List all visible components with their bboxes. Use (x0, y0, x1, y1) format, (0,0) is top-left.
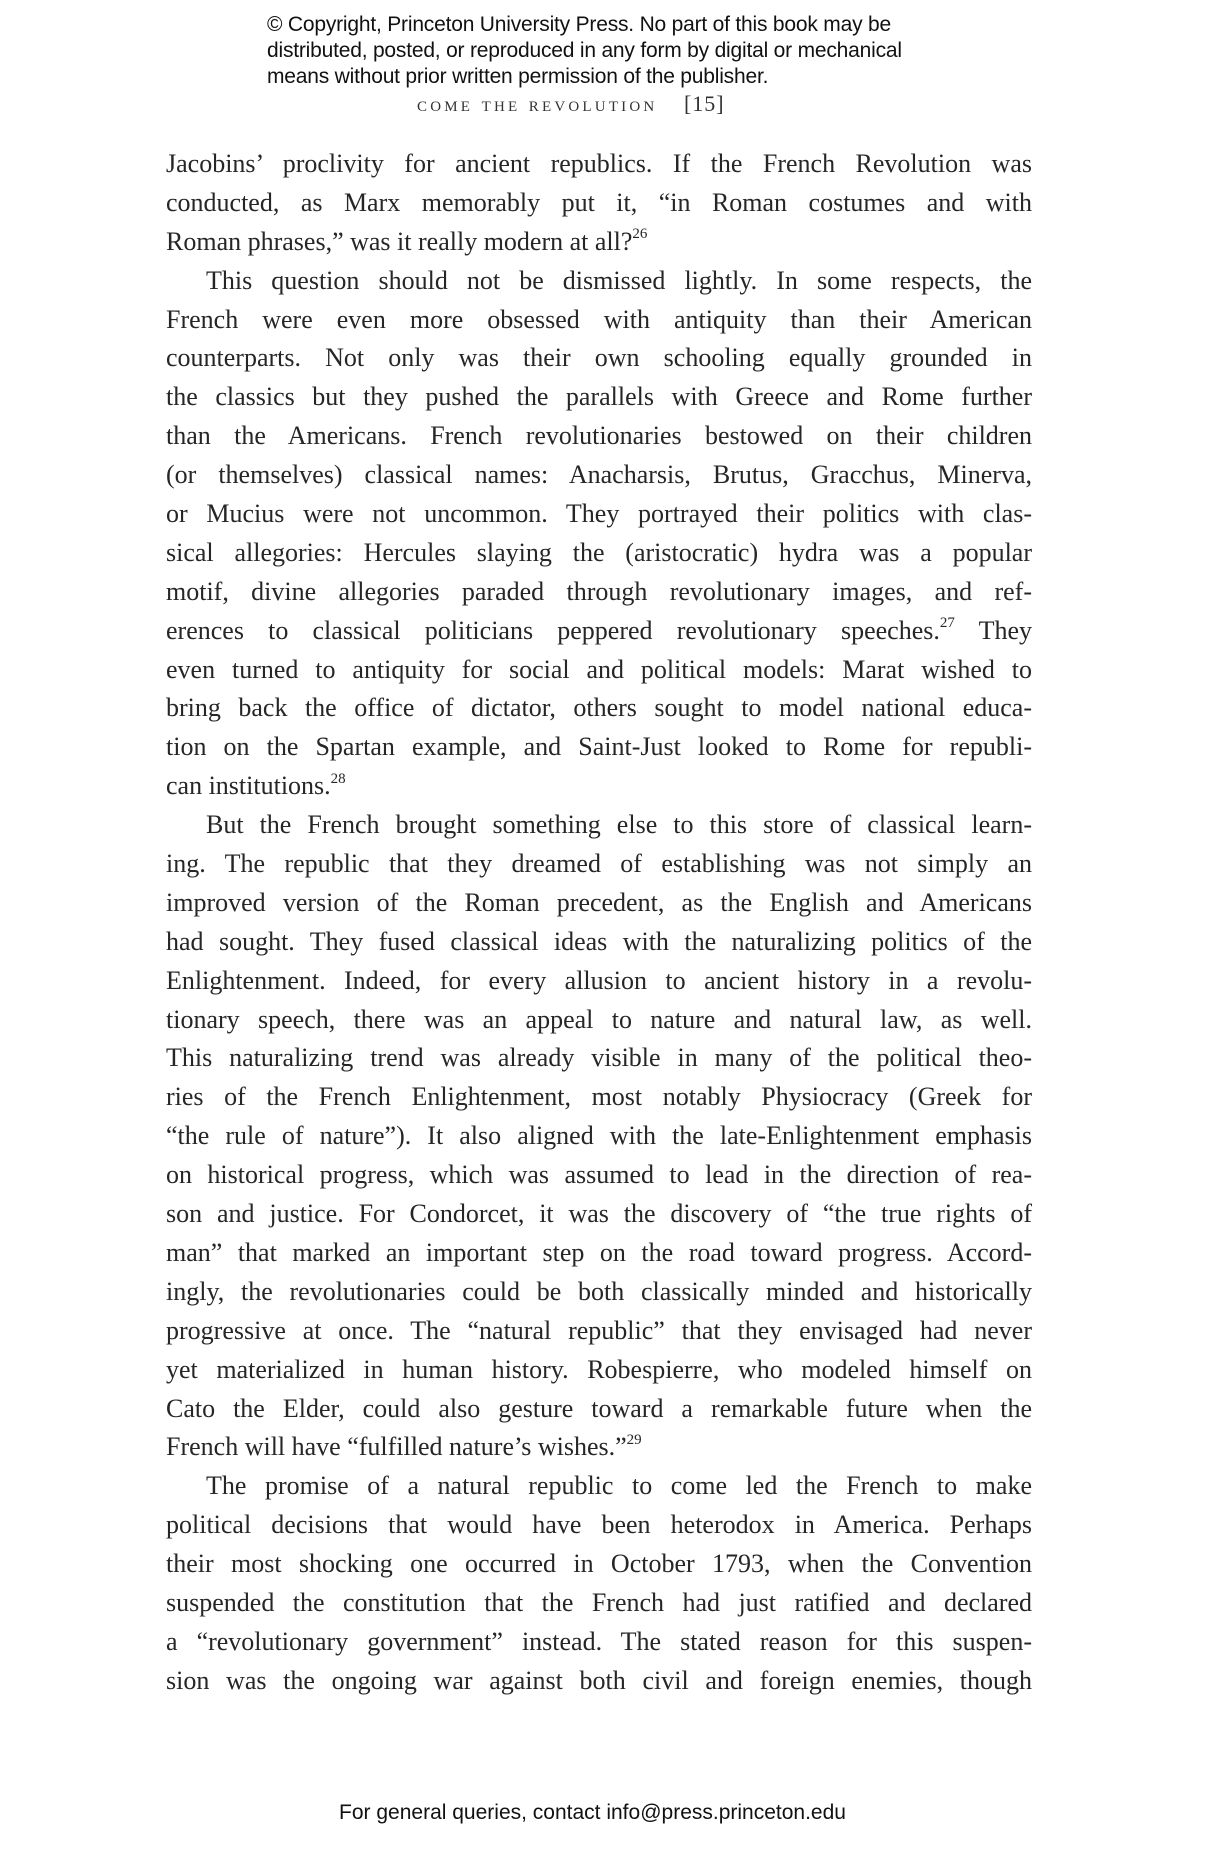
text-line (166, 728, 1032, 767)
text-line (166, 1390, 1032, 1429)
text-line (166, 495, 1032, 534)
text-line (166, 1623, 1032, 1662)
text-line (166, 612, 1032, 651)
text-line (166, 1156, 1032, 1195)
line-text: the classics but they pushed the parallels with Greece and Rome further (166, 382, 1032, 412)
text-line (166, 767, 1032, 806)
line-text: ingly, the revolutionaries could be both classically minded and historically (166, 1276, 1032, 1306)
text-line (166, 689, 1032, 728)
text-line (166, 845, 1032, 884)
paragraph (166, 262, 1032, 806)
line-text: ing. The republic that they dreamed of establishing was not simply an (166, 849, 1032, 879)
paragraph (166, 145, 1032, 262)
footnote-reference: 29 (626, 1431, 642, 1448)
text-line (166, 378, 1032, 417)
line-text: sical allegories: Hercules slaying the (aristocratic) hydra was a popular (166, 537, 1032, 567)
text-line (166, 884, 1032, 923)
line-text: “the rule of nature”). It also aligned with the late-Enlightenment emphasis (166, 1121, 1032, 1151)
text-line (166, 1273, 1032, 1312)
copyright-line: © Copyright, Princeton University Press. No part of this book may be (267, 13, 891, 36)
text-line (166, 534, 1032, 573)
text-line (166, 262, 1032, 301)
line-text: The promise of a natural republic to come led the French to make (206, 1471, 1032, 1501)
text-line (166, 184, 1032, 223)
line-text: on historical progress, which was assumed to lead in the direction of rea- (166, 1160, 1032, 1190)
line-text: This naturalizing trend was already visible in many of the political theo- (166, 1043, 1032, 1073)
copyright-notice (267, 12, 987, 90)
text-line (166, 1312, 1032, 1351)
footnote-reference: 27 (939, 615, 955, 632)
copyright-line: means without prior written permission of the publisher. (267, 65, 769, 88)
line-text: This question should not be dismissed lightly. In some respects, the (206, 265, 1032, 295)
line-text: counterparts. Not only was their own schooling equally grounded in (166, 343, 1032, 373)
text-line (166, 1351, 1032, 1390)
paragraph (166, 806, 1032, 1467)
text-line (166, 301, 1032, 340)
footnote-reference: 26 (632, 226, 648, 243)
line-text: political decisions that would have been heterodox in America. Perhaps (166, 1510, 1032, 1540)
line-text: ries of the French Enlightenment, most notably Physiocracy (Greek for (166, 1082, 1032, 1112)
line-text: (or themselves) classical names: Anacharsis, Brutus, Gracchus, Minerva, (166, 460, 1032, 490)
line-text: conducted, as Marx memorably put it, “in Roman costumes and with (166, 187, 1032, 217)
footer-contact: For general queries, contact info@press.princeton.edu (339, 1801, 846, 1824)
text-line (166, 339, 1032, 378)
page-number: [15] (683, 91, 725, 116)
text-line (166, 923, 1032, 962)
line-text: a “revolutionary government” instead. The stated reason for this suspen- (166, 1626, 1032, 1656)
text-line (166, 1234, 1032, 1273)
text-line (166, 1195, 1032, 1234)
line-text: motif, divine allegories paraded through revolutionary images, and ref- (166, 576, 1032, 606)
line-text: bring back the office of dictator, others sought to model national educa- (166, 693, 1032, 723)
line-text: erences to classical politicians peppered revolutionary speeches. (166, 615, 940, 645)
line-text: man” that marked an important step on the road toward progress. Accord- (166, 1237, 1032, 1267)
line-text: can institutions. (166, 771, 331, 801)
footer (0, 1800, 1225, 1826)
line-text: progressive at once. The “natural republic” that they envisaged had never (166, 1315, 1032, 1345)
line-text: or Mucius were not uncommon. They portrayed their politics with clas- (166, 499, 1032, 529)
line-text: had sought. They fused classical ideas with the naturalizing politics of the (166, 926, 1032, 956)
text-line (166, 1545, 1032, 1584)
text-line (166, 456, 1032, 495)
body-text (166, 145, 1032, 1701)
line-text: But the French brought something else to this store of classical learn- (206, 810, 1032, 840)
paragraph (166, 1467, 1032, 1700)
line-text: improved version of the Roman precedent, as the English and Americans (166, 887, 1032, 917)
text-line (166, 1117, 1032, 1156)
text-line (166, 1078, 1032, 1117)
line-text: French were even more obsessed with antiquity than their American (166, 304, 1032, 334)
text-line (166, 573, 1032, 612)
line-text: sion was the ongoing war against both civil and foreign enemies, though (166, 1665, 1032, 1695)
line-text: Roman phrases,” was it really modern at all? (166, 226, 633, 256)
text-line (166, 223, 1032, 262)
text-line (166, 806, 1032, 845)
line-text: Enlightenment. Indeed, for every allusion to ancient history in a revolu- (166, 965, 1032, 995)
text-line (166, 417, 1032, 456)
text-line (166, 1001, 1032, 1040)
line-text: tionary speech, there was an appeal to nature and natural law, as well. (166, 1004, 1032, 1034)
line-text: yet materialized in human history. Robespierre, who modeled himself on (166, 1354, 1032, 1384)
text-line (166, 651, 1032, 690)
text-line (166, 1584, 1032, 1623)
line-text: even turned to antiquity for social and political models: Marat wished to (166, 654, 1032, 684)
text-line (166, 962, 1032, 1001)
text-line (166, 1506, 1032, 1545)
line-text: They (954, 615, 1032, 645)
copyright-line: distributed, posted, or reproduced in any form by digital or mechanical (267, 39, 902, 62)
text-line (166, 1467, 1032, 1506)
text-line (166, 1428, 1032, 1467)
line-text: French will have “fulfilled nature’s wishes.” (166, 1432, 627, 1462)
text-line (166, 1039, 1032, 1078)
text-line (166, 1662, 1032, 1701)
text-line (166, 145, 1032, 184)
running-head (417, 92, 787, 117)
running-head-title: come the revolution (417, 92, 658, 116)
line-text: their most shocking one occurred in October 1793, when the Convention (166, 1549, 1032, 1579)
line-text: than the Americans. French revolutionaries bestowed on their children (166, 421, 1032, 451)
line-text: Cato the Elder, could also gesture toward a remarkable future when the (166, 1393, 1032, 1423)
line-text: son and justice. For Condorcet, it was the discovery of “the true rights of (166, 1199, 1032, 1229)
line-text: suspended the constitution that the French had just ratified and declared (166, 1587, 1032, 1617)
footnote-reference: 28 (330, 770, 346, 787)
line-text: Jacobins’ proclivity for ancient republics. If the French Revolution was (166, 149, 1032, 178)
line-text: tion on the Spartan example, and Saint-Just looked to Rome for republi- (166, 732, 1032, 762)
